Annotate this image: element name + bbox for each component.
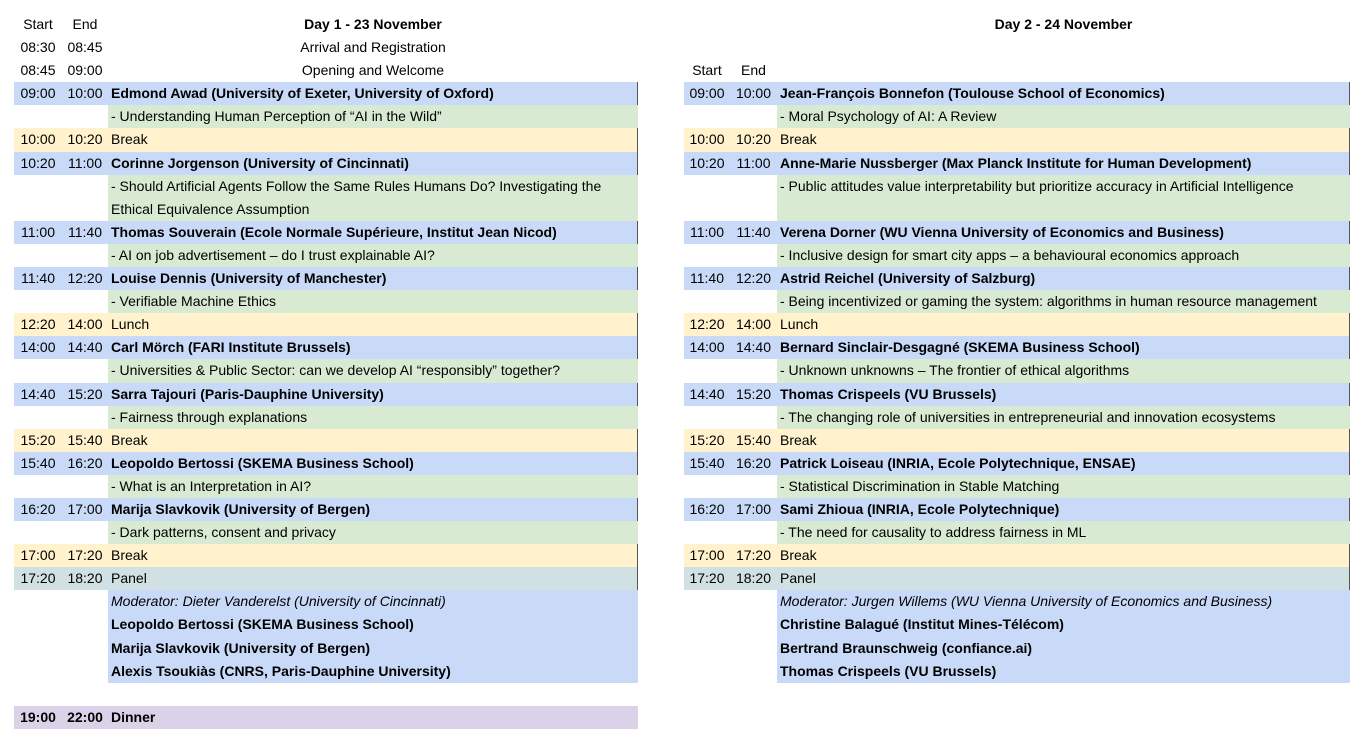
end-time: 18:20 — [67, 570, 103, 587]
end-time: 11:40 — [68, 223, 102, 240]
talk-title: - Moral Psychology of AI: A Review — [777, 105, 1350, 128]
talk-row — [14, 152, 638, 175]
end-time: 11:00 — [736, 154, 771, 171]
speaker-name: Louise Dennis (University of Manchester) — [111, 270, 387, 287]
start-time: 15:20 — [689, 431, 725, 448]
panel-moderator-row — [684, 590, 1350, 613]
day2-header-row — [684, 59, 1350, 82]
talk-title: - The changing role of universities in entrepreneurial and innovation ecosystems — [777, 406, 1350, 429]
schedule-row — [14, 36, 638, 59]
talk-title: - Unknown unknowns – The frontier of ethical algorithms — [777, 359, 1350, 382]
talk-title: - Verifiable Machine Ethics — [108, 290, 638, 313]
end-time: 15:40 — [735, 431, 772, 448]
start-time: 10:00 — [689, 131, 725, 148]
talk-title: - Universities & Public Sector: can we develop AI “responsibly” together? — [108, 359, 638, 382]
break-label: Break — [111, 131, 148, 148]
panelist: Marija Slavkovik (University of Bergen) — [108, 637, 638, 660]
end-time: 18:20 — [735, 570, 772, 587]
start-time: 15:40 — [689, 454, 725, 471]
start-time: 10:20 — [20, 154, 56, 171]
end-time: 09:00 — [67, 62, 103, 79]
speaker-name: Bernard Sinclair-Desgagné (SKEMA Business School) — [780, 339, 1140, 356]
start-time: 08:45 — [20, 62, 56, 79]
speaker-name: Jean-François Bonnefon (Toulouse School of Economics) — [780, 85, 1165, 102]
lunch-label: Lunch — [111, 316, 150, 333]
talk-row — [14, 383, 638, 406]
speaker-name: Marija Slavkovik (University of Bergen) — [111, 500, 371, 517]
start-time: 11:00 — [21, 223, 55, 240]
end-time: 14:40 — [67, 339, 103, 356]
talk-row — [684, 498, 1350, 521]
end-time: 15:20 — [735, 385, 772, 402]
talk-title-row — [684, 521, 1350, 544]
start-time: 14:00 — [20, 339, 56, 356]
start-time: 15:20 — [20, 431, 56, 448]
talk-row — [14, 336, 638, 359]
day1-header-row — [14, 13, 638, 36]
day2-schedule — [684, 13, 1350, 683]
end-time: 15:40 — [67, 431, 103, 448]
end-header: End — [72, 16, 98, 32]
start-time: 10:20 — [689, 154, 725, 171]
start-time: 16:20 — [20, 500, 56, 517]
start-time: 12:20 — [689, 316, 725, 333]
talk-row — [14, 452, 638, 475]
panel-label: Panel — [111, 570, 147, 587]
start-time: 14:40 — [689, 385, 725, 402]
end-time: 14:00 — [735, 316, 772, 333]
schedule-row — [14, 59, 638, 82]
break-row — [14, 429, 638, 452]
talk-title-row — [14, 244, 638, 267]
end-time: 14:40 — [735, 339, 772, 356]
talk-row — [14, 267, 638, 290]
speaker-name: Verena Dorner (WU Vienna University of Economics and Business) — [780, 223, 1224, 240]
panelist-row — [14, 637, 638, 660]
end-time: 12:20 — [67, 270, 103, 287]
start-time: 09:00 — [20, 85, 56, 102]
start-time: 19:00 — [20, 708, 56, 725]
panel-moderator: Moderator: Jurgen Willems (WU Vienna University of Economics and Business) — [777, 590, 1350, 613]
end-time: 16:20 — [67, 454, 103, 471]
talk-row — [684, 452, 1350, 475]
talk-title: - Should Artificial Agents Follow the Same Rules Humans Do? Investigating the Ethical Equivalence Assumption — [108, 175, 638, 221]
talk-title: - Statistical Discrimination in Stable Matching — [777, 475, 1350, 498]
talk-title-row — [14, 406, 638, 429]
talk-title-row — [14, 359, 638, 382]
break-label: Break — [780, 131, 817, 148]
panel-label: Panel — [780, 570, 816, 587]
start-time: 11:40 — [690, 270, 724, 287]
spacer — [684, 36, 1350, 59]
start-header: Start — [692, 62, 722, 79]
talk-title: - The need for causality to address fairness in ML — [777, 521, 1350, 544]
speaker-name: Edmond Awad (University of Exeter, University of Oxford) — [111, 85, 494, 102]
session-label: Arrival and Registration — [300, 39, 446, 56]
start-header: Start — [23, 16, 53, 32]
start-time: 17:00 — [20, 547, 56, 564]
break-row — [14, 544, 638, 567]
talk-row — [684, 267, 1350, 290]
talk-title: - AI on job advertisement – do I trust explainable AI? — [108, 244, 638, 267]
day1-schedule — [14, 13, 638, 729]
end-time: 08:45 — [67, 39, 103, 56]
end-time: 17:20 — [735, 547, 772, 564]
end-time: 22:00 — [67, 708, 103, 725]
end-time: 11:00 — [68, 154, 102, 171]
end-header: End — [741, 62, 766, 79]
end-time: 17:00 — [735, 500, 772, 517]
start-time: 14:00 — [689, 339, 725, 356]
panelist-row — [684, 613, 1350, 636]
talk-title: - Fairness through explanations — [108, 406, 638, 429]
speaker-name: Thomas Crispeels (VU Brussels) — [780, 385, 997, 402]
end-time: 14:00 — [67, 316, 103, 333]
panelist-row — [684, 660, 1350, 683]
panelist: Leopoldo Bertossi (SKEMA Business School) — [108, 613, 638, 636]
start-time: 14:40 — [20, 385, 56, 402]
start-time: 17:20 — [689, 570, 725, 587]
end-time: 17:20 — [67, 547, 103, 564]
talk-row — [684, 221, 1350, 244]
end-time: 10:00 — [735, 85, 772, 102]
talk-title-row — [684, 244, 1350, 267]
break-row — [14, 128, 638, 151]
start-time: 08:30 — [20, 39, 56, 56]
panel-moderator-row — [14, 590, 638, 613]
speaker-name: Thomas Souverain (Ecole Normale Supérieure, Institut Jean Nicod) — [111, 223, 557, 240]
end-time: 16:20 — [735, 454, 772, 471]
lunch-row — [14, 313, 638, 336]
break-row — [684, 128, 1350, 151]
break-label: Break — [111, 547, 148, 564]
end-time: 12:20 — [735, 270, 772, 287]
end-time: 17:00 — [67, 500, 103, 517]
speaker-name: Leopoldo Bertossi (SKEMA Business School) — [111, 454, 414, 471]
break-row — [684, 544, 1350, 567]
talk-title: - What is an Interpretation in AI? — [108, 475, 638, 498]
start-time: 16:20 — [689, 500, 725, 517]
speaker-name: Patrick Loiseau (INRIA, Ecole Polytechnique, ENSAE) — [780, 454, 1136, 471]
day1-title: Day 1 - 23 November — [304, 16, 442, 32]
panel-row — [14, 567, 638, 590]
panelist-row — [14, 660, 638, 683]
start-time: 12:20 — [20, 316, 56, 333]
lunch-label: Lunch — [780, 316, 819, 333]
talk-title-row — [684, 290, 1350, 313]
talk-title-row — [684, 359, 1350, 382]
end-time: 11:40 — [736, 223, 771, 240]
talk-title-row — [14, 475, 638, 498]
start-time: 17:00 — [689, 547, 725, 564]
talk-title: - Understanding Human Perception of “AI in the Wild” — [108, 105, 638, 128]
talk-row — [14, 82, 638, 105]
end-time: 10:20 — [67, 131, 103, 148]
talk-row — [684, 82, 1350, 105]
start-time: 15:40 — [20, 454, 56, 471]
spacer — [14, 683, 638, 706]
break-label: Break — [111, 431, 148, 448]
end-time: 10:20 — [735, 131, 772, 148]
talk-title-row — [14, 175, 638, 221]
start-time: 11:00 — [690, 223, 724, 240]
speaker-name: Sarra Tajouri (Paris-Dauphine University) — [111, 385, 384, 402]
start-time: 11:40 — [21, 270, 55, 287]
talk-title-row — [14, 290, 638, 313]
panel-moderator: Moderator: Dieter Vanderelst (University of Cincinnati) — [108, 590, 638, 613]
speaker-name: Sami Zhioua (INRIA, Ecole Polytechnique) — [780, 500, 1060, 517]
start-time: 09:00 — [689, 85, 725, 102]
panelist-row — [14, 613, 638, 636]
end-time: 15:20 — [67, 385, 103, 402]
break-row — [684, 429, 1350, 452]
talk-title: - Being incentivized or gaming the system: algorithms in human resource management — [777, 290, 1350, 313]
speaker-name: Astrid Reichel (University of Salzburg) — [780, 270, 1036, 287]
panelist: Bertrand Braunschweig (confiance.ai) — [777, 637, 1350, 660]
dinner-row — [14, 706, 638, 729]
start-time: 17:20 — [20, 570, 56, 587]
talk-title: - Inclusive design for smart city apps – a behavioural economics approach — [777, 244, 1350, 267]
talk-title-row — [14, 105, 638, 128]
session-label: Opening and Welcome — [301, 62, 445, 79]
dinner-label: Dinner — [111, 708, 156, 725]
panelist-row — [684, 637, 1350, 660]
panel-row — [684, 567, 1350, 590]
talk-title: - Dark patterns, consent and privacy — [108, 521, 638, 544]
lunch-row — [684, 313, 1350, 336]
end-time: 10:00 — [67, 85, 103, 102]
day2-title: Day 2 - 24 November — [994, 16, 1133, 32]
panelist: Thomas Crispeels (VU Brussels) — [777, 660, 1350, 683]
talk-row — [684, 336, 1350, 359]
panelist: Alexis Tsoukiàs (CNRS, Paris-Dauphine University) — [108, 660, 638, 683]
speaker-name: Anne-Marie Nussberger (Max Planck Institute for Human Development) — [780, 154, 1252, 171]
start-time: 10:00 — [20, 131, 56, 148]
talk-row — [684, 383, 1350, 406]
break-label: Break — [780, 547, 817, 564]
talk-title-row — [684, 475, 1350, 498]
speaker-name: Carl Mörch (FARI Institute Brussels) — [111, 339, 351, 356]
talk-row — [14, 221, 638, 244]
talk-row — [14, 498, 638, 521]
talk-title-row — [684, 406, 1350, 429]
talk-row — [684, 152, 1350, 175]
speaker-name: Corinne Jorgenson (University of Cincinnati) — [111, 154, 409, 171]
break-label: Break — [780, 431, 817, 448]
panelist: Christine Balagué (Institut Mines-Télécom) — [777, 613, 1350, 636]
talk-title: - Public attitudes value interpretability but prioritize accuracy in Artificial Intelligence — [777, 175, 1350, 221]
talk-title-row — [14, 521, 638, 544]
day2-header-title-row — [684, 13, 1350, 36]
talk-title-row — [684, 105, 1350, 128]
talk-title-row — [684, 175, 1350, 221]
